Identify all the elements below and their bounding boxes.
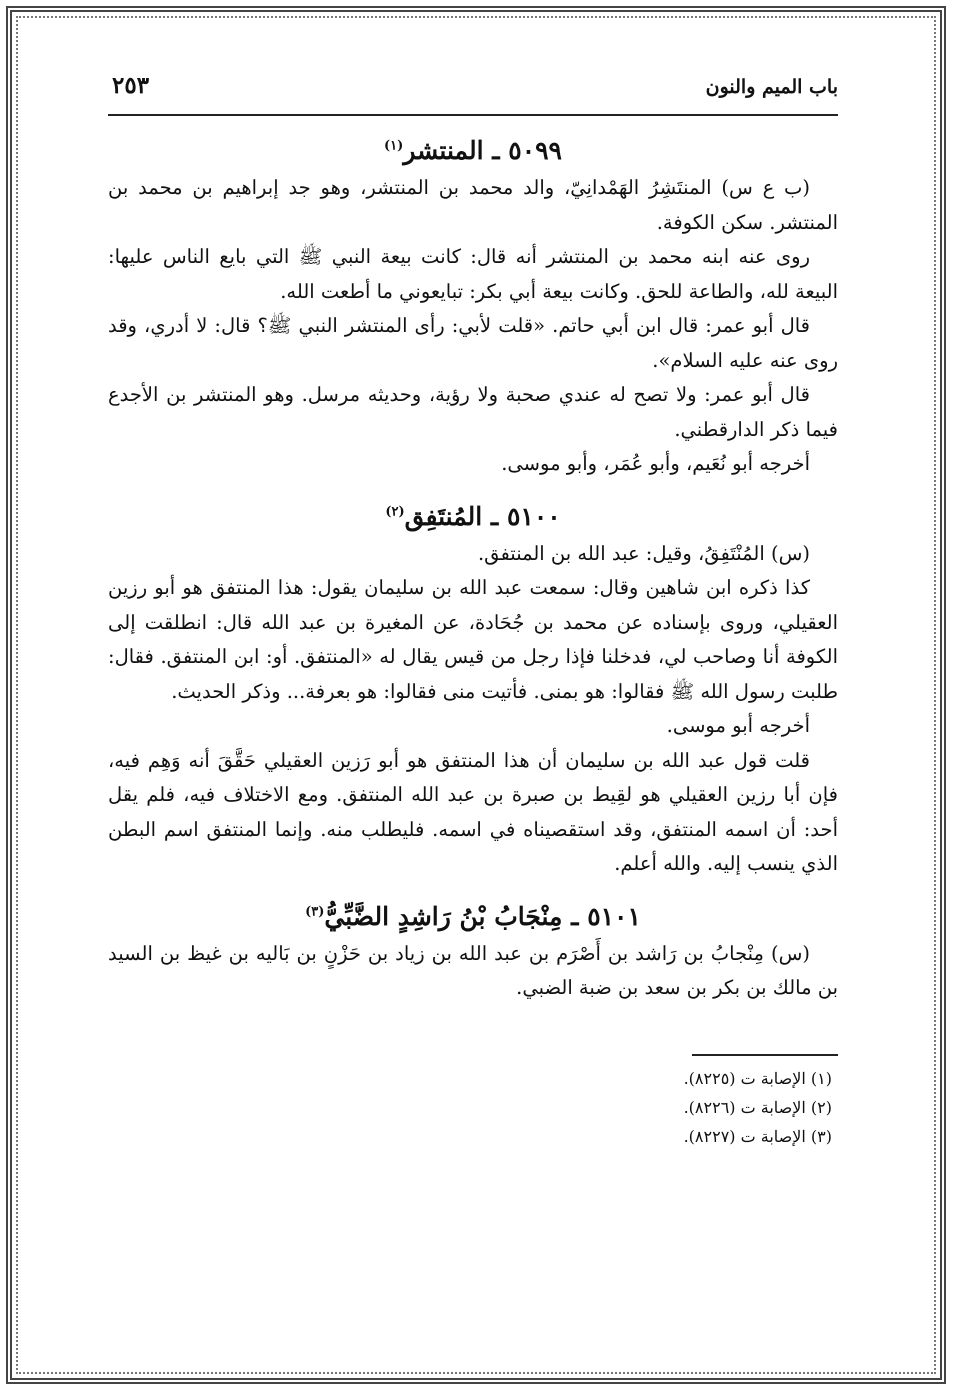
footnote-divider (692, 1054, 838, 1056)
page-header (108, 70, 838, 116)
entry-number: ٥١٠٠ (506, 501, 561, 531)
paragraph: روى عنه ابنه محمد بن المنتشر أنه قال: كانت بيعة النبي ﷺ التي بايع الناس عليها: البيعة لله، والطاعة للحق. وكانت بيعة أبي بكر: تبايعوني ما أطعت الله. (108, 245, 838, 303)
footnote-ref: (١) (384, 138, 404, 154)
entry-number: ٥٠٩٩ (508, 136, 562, 165)
paragraph: قال أبو عمر: قال ابن أبي حاتم. «قلت لأبي: رأى المنتشر النبي ﷺ؟ قال: لا أدري، وقد روى عنه عليه السلام». (108, 314, 838, 372)
paragraph: قلت قول عبد الله بن سليمان أن هذا المنتفق هو أبو رَزين العقيلي حَقَّقَ أنه وَهِم فيه، فإن أبا رزين العقيلي هو لقِيط بن صبرة بن عبد الله المنتفق. ومع الاختلاف فيه، فلم يقل أحد: أن اسمه المنتفق، وقد استقصيناه في اسمه. فليطلب منه. وإنما المنتفق اسم البطن الذي ينسب إليه. والله أعلم. (108, 748, 838, 875)
paragraph: (س) مِنْجابُ بن رَاشد بن أَصْرَم بن عبد الله بن زياد بن حَزْنٍ بن بَاليه بن غيظ بن السيد بن مالك بن بكر بن سعد بن ضبة الضبي. (108, 941, 838, 999)
paragraph: (ب ع س) المنتَشِرُ الهَمْدانِيّ، والد محمد بن المنتشر، وهو جد إبراهيم بن محمد بن المنتشر. سكن الكوفة. (108, 176, 838, 234)
footnote-ref: (٢) (385, 504, 405, 520)
entry-heading-5099: ٥٠٩٩ ـ المنتشر$^{(١)}$ (384, 136, 562, 165)
paragraph: (س) المُنْتَفِقُ، وقيل: عبد الله بن المنتفق. (477, 541, 810, 565)
entry-name: المُنتَفِق (404, 501, 483, 531)
entry-name: مِنْجَابُ بْنُ رَاشِدٍ الضَّبِّيُّ (324, 901, 563, 931)
footnote-1: (١) الإصابة ت (٨٢٢٥). (683, 1068, 832, 1088)
paragraph: أخرجه أبو نُعَيم، وأبو عُمَر، وأبو موسى. (501, 452, 810, 475)
running-title: باب الميم والنون (705, 76, 838, 98)
entry-number: ٥١٠١ (587, 901, 641, 931)
entry-name: المنتشر (403, 136, 484, 165)
footnote-ref: (٣) (305, 904, 325, 920)
book-page (108, 70, 838, 1151)
page-number: ٢٥٣ (112, 72, 150, 99)
footnote-2: (٢) الإصابة ت (٨٢٢٦). (683, 1097, 832, 1117)
paragraph: قال أبو عمر: ولا تصح له عندي صحبة ولا رؤية، وحديثه مرسل. وهو المنتشر بن الأجدع فيما ذكر الدارقطني. (108, 383, 838, 441)
entry-heading-5100: ٥١٠٠ ـ المُنتَفِق$^{(٢)}$ (385, 501, 561, 531)
footnote-3: (٣) الإصابة ت (٨٢٢٧). (683, 1126, 832, 1146)
paragraph: أخرجه أبو موسى. (666, 714, 810, 737)
paragraph: كذا ذكره ابن شاهين وقال: سمعت عبد الله بن سليمان يقول: هذا المنتفق هو أبو رزين العقيلي، وروى بإسناده عن محمد بن جُحَادة، عن المغيرة بن عبد الله قال: انطلقت إلى الكوفة أنا وصاحب لي، فدخلنا فإذا رجل من قيس يقال له «المنتفق. أو: ابن المنتفق. فقال: طلبت رسول الله ﷺ فقالوا: هو بمنى. فأتيت منى فقالوا: هو بعرفة... وذكر الحديث. (108, 576, 838, 703)
entry-heading-5101: ٥١٠١ ـ مِنْجَابُ بْنُ رَاشِدٍ الضَّبِّيُّ$^{(٣)}$ (305, 901, 641, 931)
